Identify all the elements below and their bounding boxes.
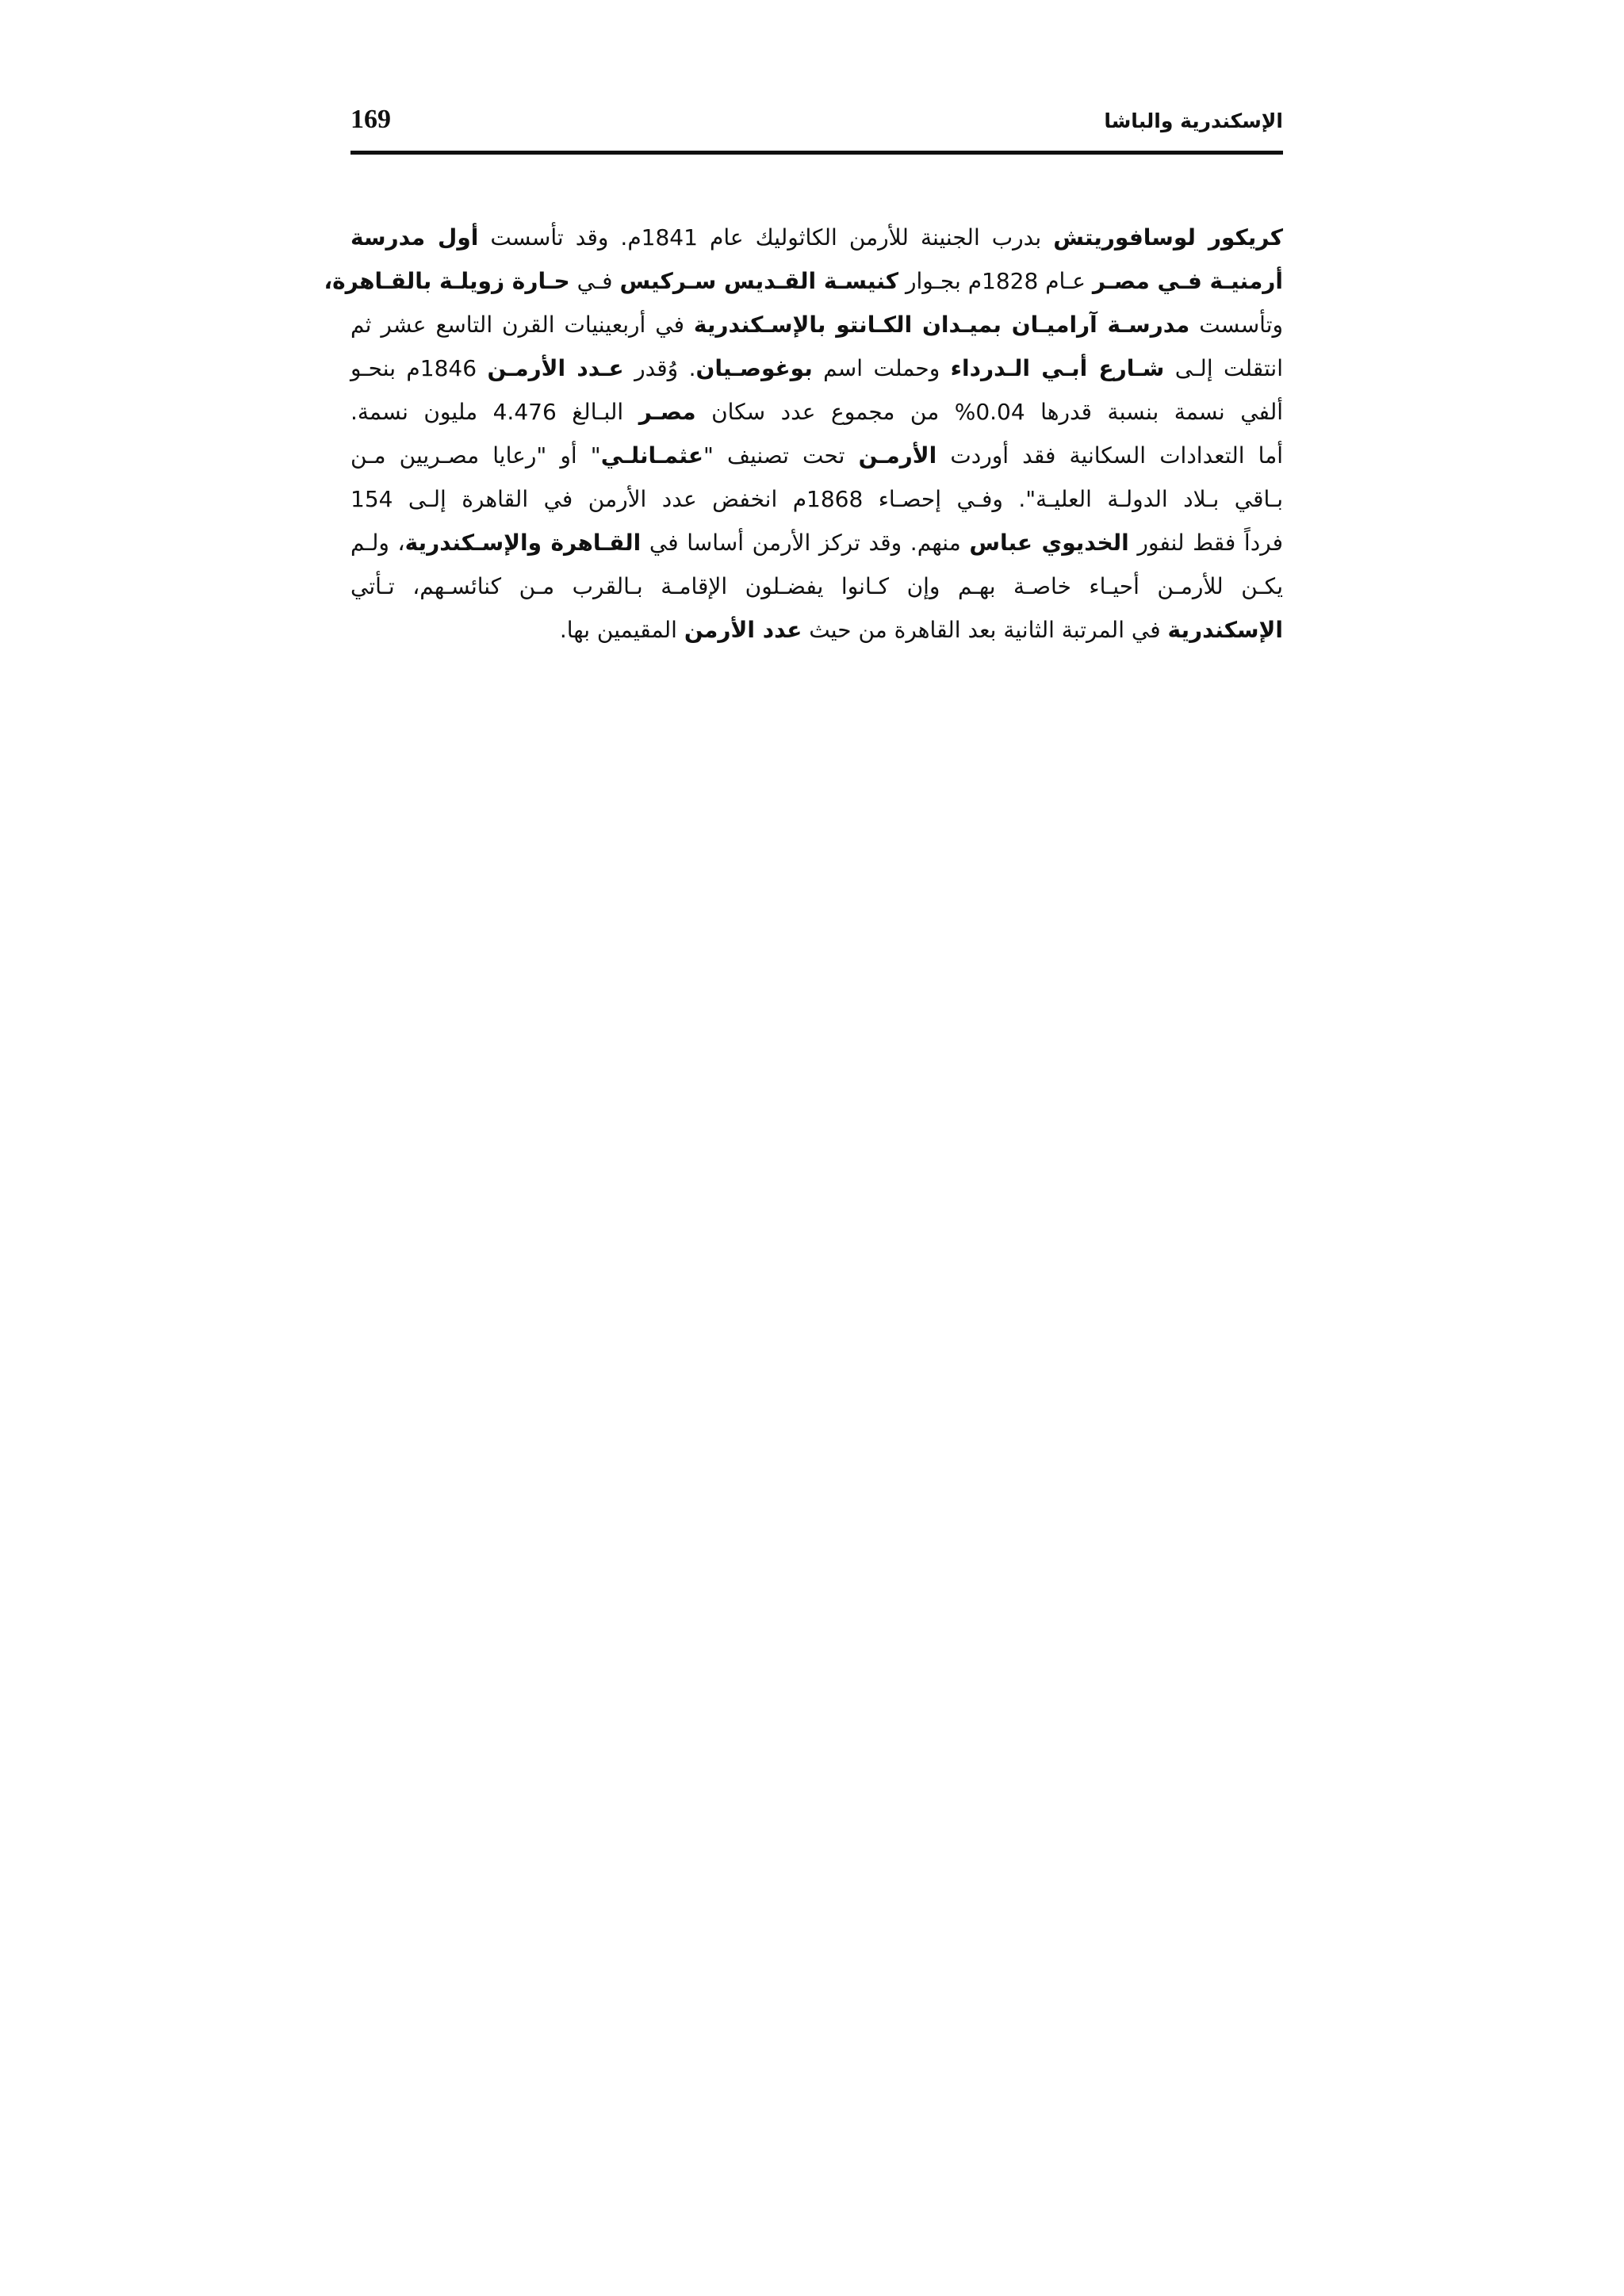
- text-run: منهم. وقد تركز الأرمن أساسا في: [641, 530, 970, 556]
- text-line: [350, 608, 1283, 652]
- bold-term: مصـر: [638, 399, 696, 425]
- bold-term: بوغوصـيان: [695, 355, 813, 381]
- text-line: [350, 477, 1283, 521]
- page-number: 169: [350, 105, 391, 134]
- bold-term: عثمـانلـي: [600, 442, 703, 469]
- text-line: [350, 390, 1283, 434]
- bold-term: أول مدرسة: [350, 224, 479, 251]
- bold-term: كنيسـة القـديس سـركيس: [619, 268, 899, 294]
- text-run: أما التعدادات السكانية فقد أوردت: [936, 442, 1283, 469]
- bold-term: القـاهرة والإسـكندرية: [404, 530, 642, 556]
- text-run: وتأسست: [1189, 312, 1284, 338]
- bold-term: عـدد الأرمـن: [487, 355, 624, 381]
- bold-term: كريكور لوسافوريتش: [1053, 224, 1283, 251]
- bold-term: عدد الأرمن: [684, 617, 802, 643]
- text-run: انتقلت إلـى: [1164, 355, 1283, 381]
- page-header: [350, 101, 1283, 155]
- text-run: ، ولـم: [350, 530, 405, 556]
- text-run: يكـن للأرمـن أحيـاء خاصـة بهـم وإن كـانوا يفضـلون الإقامـة بـالقرب مـن كنائسـهم، تـأتي: [350, 573, 1283, 599]
- text-line: [350, 434, 1283, 477]
- text-run: عـام 1828م بجـوار: [898, 268, 1093, 294]
- text-run: فـي: [569, 268, 620, 294]
- text-line: [350, 521, 1283, 564]
- bold-term: الأرمـن: [858, 442, 937, 469]
- text-run: وحملت اسم: [812, 355, 951, 381]
- text-line: [324, 259, 1283, 303]
- text-line: [350, 303, 1283, 346]
- text-run: في المرتبة الثانية بعد القاهرة من حيث: [802, 617, 1168, 643]
- text-run: البـالغ 4.476 مليون نسمة.: [350, 399, 639, 425]
- text-run: تحت تصنيف ": [703, 442, 859, 469]
- text-line: [350, 564, 1283, 608]
- body-paragraph: [324, 216, 1284, 652]
- bold-term: الخديوي عباس: [969, 530, 1129, 556]
- text-run: في أربعينيات القرن التاسع عشر ثم: [350, 312, 694, 338]
- text-run: . وُقدر: [623, 355, 696, 381]
- text-run: ألفي نسمة بنسبة قدرها 0.04% من مجموع عدد سكان: [695, 399, 1284, 425]
- text-run: بدرب الجنينة للأرمن الكاثوليك عام 1841م. وقد تأسست: [478, 224, 1054, 251]
- text-run: " أو "رعايا مصـريين مـن: [350, 442, 601, 469]
- text-run: بـاقي بـلاد الدولـة العليـة". وفـي إحصـاء 1868م انخفض عدد الأرمن في القاهرة إلـى 154: [350, 486, 1283, 512]
- bold-term: أرمنيـة فـي مصـر: [1092, 268, 1283, 294]
- text-line: [350, 216, 1283, 259]
- bold-term: الإسكندرية: [1167, 617, 1283, 643]
- bold-term: شـارع أبـي الـدرداء: [950, 355, 1165, 381]
- text-run: فرداً فقط لنفور: [1128, 530, 1284, 556]
- bold-term: مدرسـة آراميـان بميـدان الكـانتو بالإسـكندرية: [693, 312, 1190, 338]
- bold-term: حـارة زويلـة بالقـاهرة،: [324, 268, 570, 294]
- text-line: [350, 346, 1283, 390]
- running-title: الإسكندرية والباشا: [1104, 109, 1283, 132]
- text-run: المقيمين بها.: [559, 617, 684, 643]
- text-run: 1846م بنحـو: [350, 355, 488, 381]
